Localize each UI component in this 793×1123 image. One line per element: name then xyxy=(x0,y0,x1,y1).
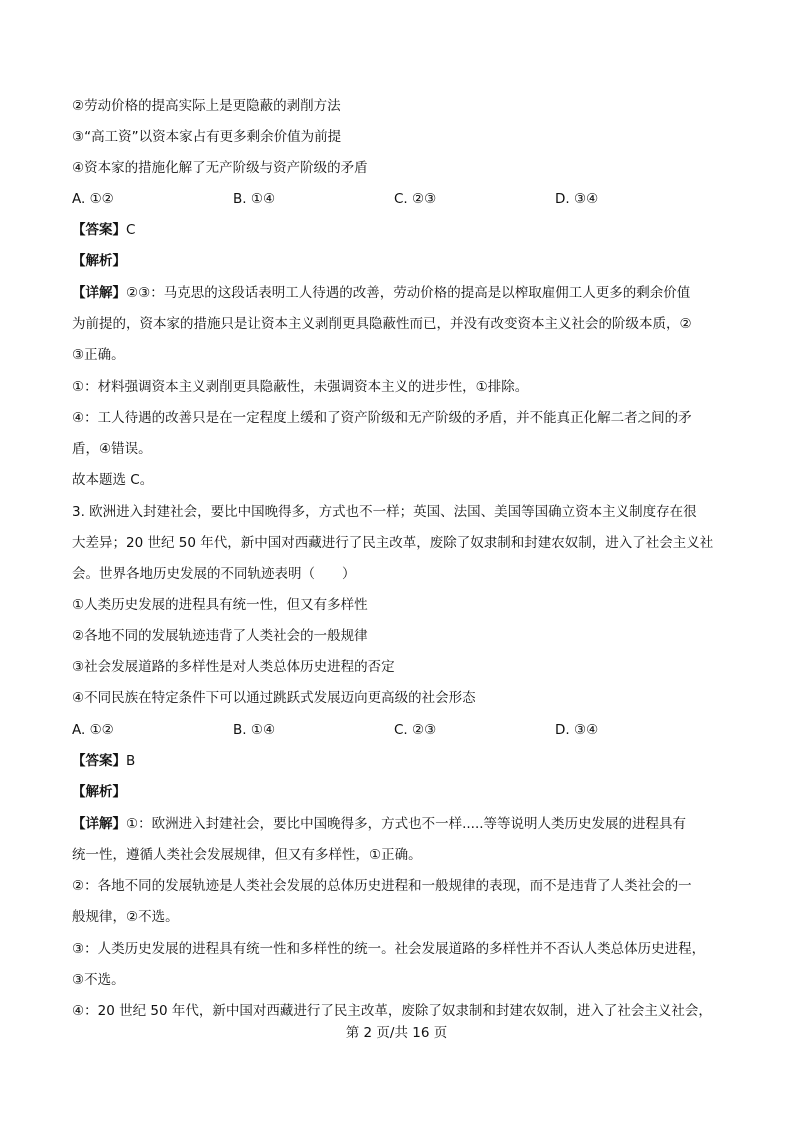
q2-detail-line: 为前提的，资本家的措施只是让资本主义剥削更具隐蔽性而已，并没有改变资本主义社会的阶级本质，② xyxy=(72,316,692,332)
q2-detail-line xyxy=(72,283,722,303)
q3-item-2: ②各地不同的发展轨迹违背了人类社会的一般规律 xyxy=(72,628,368,644)
q3-detail-line: ③不选。 xyxy=(72,972,125,988)
q3-option-b: B. ①④ xyxy=(233,722,276,738)
q2-detail-label: 【详解】 xyxy=(72,285,126,301)
q2-detail-line: ④：工人待遇的改善只是在一定程度上缓和了资产阶级和无产阶级的矛盾，并不能真正化解二者之间的矛 xyxy=(72,410,692,426)
q3-item-1: ①人类历史发展的进程具有统一性，但又有多样性 xyxy=(72,597,368,613)
q2-detail-text: ②③：马克思的这段话表明工人待遇的改善，劳动价格的提高是以榨取雇佣工人更多的剩余价值 xyxy=(126,285,691,301)
q3-detail-text: ①：欧洲进入封建社会，要比中国晚得多，方式也不一样.....等等说明人类历史发展的进程具有 xyxy=(126,816,687,832)
q2-option-b: B. ①④ xyxy=(233,191,276,207)
q2-detail-line: ①：材料强调资本主义剥削更具隐蔽性，未强调资本主义的进步性，①排除。 xyxy=(72,379,529,395)
q3-stem-line: 大差异；20 世纪 50 年代，新中国对西藏进行了民主改革，废除了奴隶制和封建农奴制，进入了社会主义社 xyxy=(72,535,714,551)
q2-analysis-label: 【解析】 xyxy=(72,253,126,269)
q3-item-3: ③社会发展道路的多样性是对人类总体历史进程的否定 xyxy=(72,659,395,675)
q2-answer-value: C xyxy=(126,222,136,238)
q3-detail-line: 统一性，遵循人类社会发展规律，但又有多样性，①正确。 xyxy=(72,847,422,863)
q3-detail-line: ④：20 世纪 50 年代，新中国对西藏进行了民主改革，废除了奴隶制和封建农奴制，进入了社会主义社会， xyxy=(72,1003,712,1019)
q2-conclusion: 故本题选 C。 xyxy=(72,472,154,488)
q2-item-2: ②劳动价格的提高实际上是更隐蔽的剥削方法 xyxy=(72,98,341,114)
q3-detail-line: ③：人类历史发展的进程具有统一性和多样性的统一。社会发展道路的多样性并不否认人类总体历史进程， xyxy=(72,941,706,957)
q3-detail-line xyxy=(72,814,722,834)
q3-stem-line: 会。世界各地历史发展的不同轨迹表明（ ） xyxy=(72,566,356,582)
q3-detail-line: 般规律，②不选。 xyxy=(72,909,179,925)
q2-answer-label: 【答案】 xyxy=(72,222,126,238)
q3-item-4: ④不同民族在特定条件下可以通过跳跃式发展迈向更高级的社会形态 xyxy=(72,690,476,706)
q3-stem-line: 3. 欧洲进入封建社会，要比中国晚得多，方式也不一样；英国、法国、美国等国确立资本主义制度存在很 xyxy=(72,504,697,520)
q2-option-c: C. ②③ xyxy=(394,191,437,207)
q2-option-a: A. ①② xyxy=(72,191,114,207)
q3-answer-label: 【答案】 xyxy=(72,753,126,769)
q3-option-a: A. ①② xyxy=(72,722,114,738)
q2-item-4: ④资本家的措施化解了无产阶级与资产阶级的矛盾 xyxy=(72,160,368,176)
q3-option-d: D. ③④ xyxy=(555,722,599,738)
q2-detail-line: ③正确。 xyxy=(72,347,125,363)
q3-answer-value: B xyxy=(126,753,136,769)
page-number: 第 2 页/共 16 页 xyxy=(345,1025,448,1041)
q3-analysis-label: 【解析】 xyxy=(72,784,126,800)
q3-answer xyxy=(72,751,722,771)
q3-detail-line: ②：各地不同的发展轨迹是人类社会发展的总体历史进程和一般规律的表现，而不是违背了人类社会的一 xyxy=(72,878,692,894)
q2-item-3: ③“高工资”以资本家占有更多剩余价值为前提 xyxy=(72,129,342,145)
q2-detail-line: 盾，④错误。 xyxy=(72,441,152,457)
q3-option-c: C. ②③ xyxy=(394,722,437,738)
q3-detail-label: 【详解】 xyxy=(72,816,126,832)
q2-option-d: D. ③④ xyxy=(555,191,599,207)
q2-answer xyxy=(72,220,722,240)
